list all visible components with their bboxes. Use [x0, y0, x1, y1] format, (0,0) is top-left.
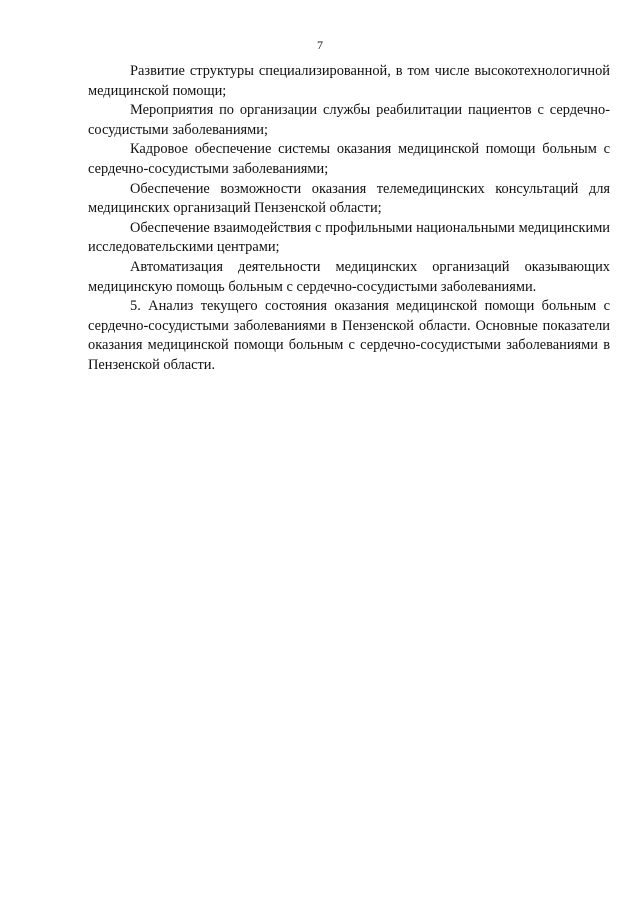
paragraph-section-5-analysis: 5. Анализ текущего состояния оказания медицинской помощи больным с сердечно-сосудистыми заболеваниями в Пензенской области. Основные показатели оказания медицинской помощи больным с сердечно-сосудистыми заболеваниями в Пензенской области.: [88, 298, 610, 373]
paragraph-rehabilitation: Мероприятия по организации службы реабилитации пациентов с сердечно-сосудистыми заболеваниями;: [88, 102, 610, 138]
page-number: 7: [317, 38, 323, 52]
paragraph-specialized-care: Развитие структуры специализированной, в том числе высокотехнологичной медицинской помощи;: [88, 63, 610, 99]
paragraph-staffing: Кадровое обеспечение системы оказания медицинской помощи больным с сердечно-сосудистыми заболеваниями;: [88, 141, 610, 177]
paragraph-research-centers: Обеспечение взаимодействия с профильными национальными медицинскими исследовательскими центрами;: [88, 219, 610, 256]
paragraph-automation: Автоматизация деятельности медицинских организаций оказывающих медицинскую помощь больным с сердечно-сосудистыми заболеваниями.: [88, 258, 610, 295]
document-body: [88, 62, 610, 376]
paragraph-telemedicine: Обеспечение возможности оказания телемедицинских консультаций для медицинских организаций Пензенской области;: [88, 180, 610, 217]
